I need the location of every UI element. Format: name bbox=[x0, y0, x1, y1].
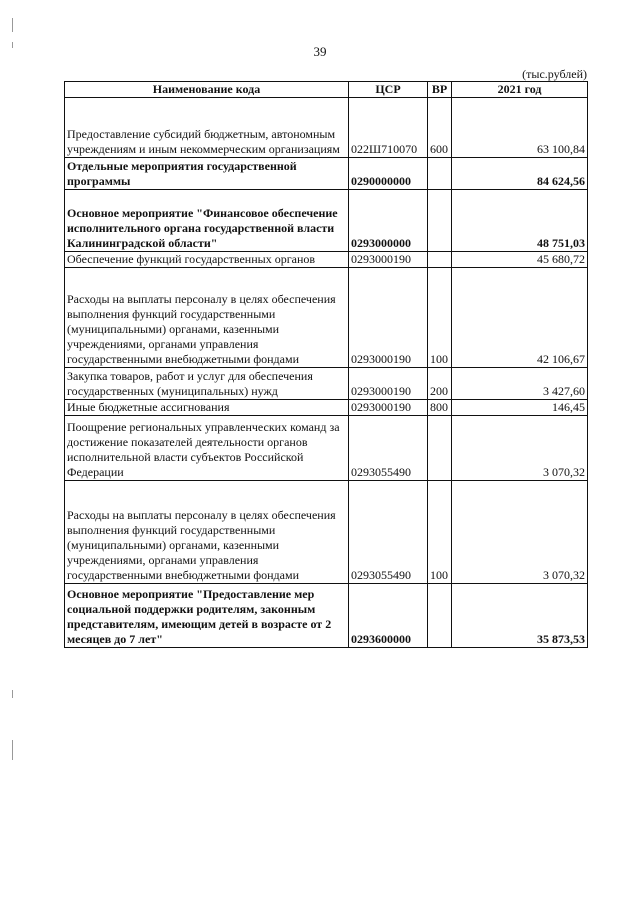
table-header-row bbox=[65, 82, 588, 98]
row-csr: 022Ш710070 bbox=[349, 98, 428, 158]
row-name: Иные бюджетные ассигнования bbox=[65, 400, 349, 416]
table-row bbox=[65, 268, 588, 368]
row-amount: 3 427,60 bbox=[452, 368, 588, 400]
row-vr: 100 bbox=[428, 268, 452, 368]
header-amount: 2021 год bbox=[452, 82, 588, 98]
header-vr: ВР bbox=[428, 82, 452, 98]
row-vr bbox=[428, 190, 452, 252]
row-name: Основное мероприятие "Предоставление мер социальной поддержки родителям, законным представителям, имеющим детей в возрасте от 2 месяцев до 7 лет" bbox=[65, 584, 349, 648]
table-row bbox=[65, 584, 588, 648]
units-label: (тыс.рублей) bbox=[522, 67, 587, 81]
row-vr: 200 bbox=[428, 368, 452, 400]
row-name: Поощрение региональных управленческих команд за достижение показателей деятельности органов исполнительной власти субъектов Российской Федерации bbox=[65, 416, 349, 481]
row-name: Отдельные мероприятия государственной программы bbox=[65, 158, 349, 190]
row-csr: 0293000000 bbox=[349, 190, 428, 252]
row-amount: 3 070,32 bbox=[452, 481, 588, 584]
row-name: Основное мероприятие "Финансовое обеспечение исполнительного органа государственной власти Калининградской области" bbox=[65, 190, 349, 252]
table-row bbox=[65, 481, 588, 584]
row-amount: 146,45 bbox=[452, 400, 588, 416]
row-amount: 35 873,53 bbox=[452, 584, 588, 648]
row-name: Предоставление субсидий бюджетным, автономным учреждениям и иным некоммерческим организациям bbox=[65, 98, 349, 158]
row-vr: 800 bbox=[428, 400, 452, 416]
row-amount: 48 751,03 bbox=[452, 190, 588, 252]
table-row bbox=[65, 368, 588, 400]
row-csr: 0290000000 bbox=[349, 158, 428, 190]
table-body bbox=[65, 98, 588, 648]
row-name: Расходы на выплаты персоналу в целях обеспечения выполнения функций государственными (муниципальными) органами, казенными учреждениями, органами управления государственными внебюджетными фондами bbox=[65, 481, 349, 584]
row-vr bbox=[428, 158, 452, 190]
row-csr: 0293055490 bbox=[349, 481, 428, 584]
table-row bbox=[65, 158, 588, 190]
row-amount: 42 106,67 bbox=[452, 268, 588, 368]
row-amount: 3 070,32 bbox=[452, 416, 588, 481]
scan-edge-mark bbox=[12, 740, 13, 760]
row-csr: 0293055490 bbox=[349, 416, 428, 481]
scan-edge-mark bbox=[12, 690, 13, 698]
table-row bbox=[65, 190, 588, 252]
row-vr bbox=[428, 416, 452, 481]
table-row bbox=[65, 252, 588, 268]
budget-table bbox=[64, 81, 588, 648]
row-vr bbox=[428, 584, 452, 648]
row-csr: 0293600000 bbox=[349, 584, 428, 648]
row-csr: 0293000190 bbox=[349, 252, 428, 268]
header-name: Наименование кода bbox=[65, 82, 349, 98]
row-amount: 84 624,56 bbox=[452, 158, 588, 190]
row-csr: 0293000190 bbox=[349, 400, 428, 416]
row-csr: 0293000190 bbox=[349, 268, 428, 368]
scan-edge-mark bbox=[12, 42, 13, 48]
row-name: Расходы на выплаты персоналу в целях обеспечения выполнения функций государственными (муниципальными) органами, казенными учреждениями, органами управления государственными внебюджетными фондами bbox=[65, 268, 349, 368]
row-name: Закупка товаров, работ и услуг для обеспечения государственных (муниципальных) нужд bbox=[65, 368, 349, 400]
table-row bbox=[65, 400, 588, 416]
row-amount: 45 680,72 bbox=[452, 252, 588, 268]
page-number: 39 bbox=[313, 44, 327, 59]
header-csr: ЦСР bbox=[349, 82, 428, 98]
row-vr bbox=[428, 252, 452, 268]
row-name: Обеспечение функций государственных органов bbox=[65, 252, 349, 268]
row-vr: 600 bbox=[428, 98, 452, 158]
table-row bbox=[65, 416, 588, 481]
row-vr: 100 bbox=[428, 481, 452, 584]
row-csr: 0293000190 bbox=[349, 368, 428, 400]
scan-edge-mark bbox=[12, 18, 13, 32]
table-row bbox=[65, 98, 588, 158]
row-amount: 63 100,84 bbox=[452, 98, 588, 158]
